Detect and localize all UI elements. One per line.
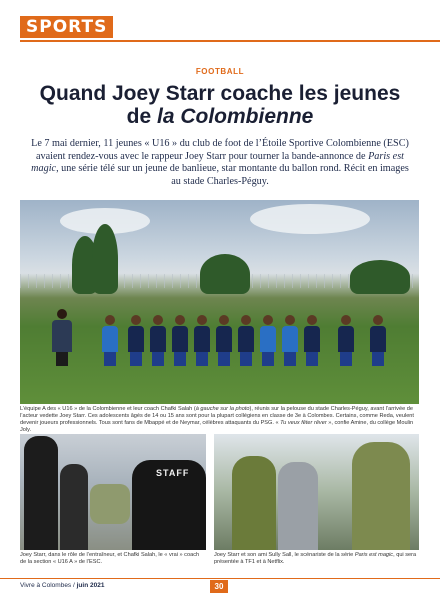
player-figure [172, 315, 188, 366]
caption-text: Joey Starr et son ami Sully Sall, le scénariste de la série [214, 552, 355, 558]
tree [92, 224, 118, 294]
player-figure [194, 315, 210, 366]
article-lead [26, 138, 414, 188]
person-figure [90, 484, 130, 524]
person-figure [278, 462, 318, 550]
footer-separator: / [71, 582, 77, 589]
caption-text: ), réunis sur la pelouse du stade Charles-Péguy, avant l’arrivée de l’acteur vedette Joey Starr. Ces adolescents âgés de 14 ou 15 ans sont pour la plupart collégiens en classe de 3e à Colombes. Certains, comme Reda, veulent devenir joueurs professionnels. Tous sont fans de Mbappé et de Neymar, célèbres attaquants du PSG. « [20, 406, 414, 426]
headline-line-2-em: la Colombienne [156, 105, 314, 128]
team-photo-caption [20, 406, 419, 434]
player-figure [238, 315, 254, 366]
caption-text: », confie Amine, du collège Moulin Joly. [20, 420, 414, 433]
team-photo [20, 200, 419, 404]
coach-photo-caption: Joey Starr, dans le rôle de l’entraîneur, et Chafki Salah, le « vrai » coach de la section « U16 A » de l’ESC. [20, 552, 200, 565]
person-figure [352, 442, 410, 550]
caption-emphasis: Tu veux fêter rêver [280, 420, 327, 426]
tree [350, 260, 410, 294]
player-figure [216, 315, 232, 366]
coach-figure [54, 309, 70, 366]
joey-starr-photo-caption [214, 552, 419, 566]
person-figure [232, 456, 276, 550]
player-figure [304, 315, 320, 366]
footer-issue: juin 2021 [76, 582, 105, 589]
lead-part-2: , une série télé sur un jeune de banlieue, star montante du ballon rond. Récit en images au stade Charles-Péguy. [56, 163, 409, 187]
page-number: 30 [210, 580, 228, 593]
cloud [250, 204, 370, 234]
section-rule [20, 40, 440, 42]
player-figure [128, 315, 144, 366]
footer-publication [20, 582, 104, 589]
section-header [0, 16, 440, 42]
person-figure [60, 464, 88, 550]
player-figure [260, 315, 276, 366]
player-figure [338, 315, 354, 366]
staff-shirt-text: STAFF [156, 468, 190, 478]
footer-rule [0, 578, 440, 579]
person-figure [24, 436, 58, 550]
tree [200, 254, 250, 294]
article-kicker: FOOTBALL [195, 67, 245, 76]
section-label: SPORTS [20, 16, 113, 38]
coach-photo [20, 434, 206, 550]
player-figure [370, 315, 386, 366]
lead-part-1: Le 7 mai dernier, 11 jeunes « U16 » du club de foot de l’Étoile Sportive Colombienne (ESC) avaient rendez-vous avec le rappeur Joey Starr pour tourner la bande-annonce de [31, 138, 409, 162]
article-headline [20, 82, 420, 128]
player-figure [150, 315, 166, 366]
player-figure [282, 315, 298, 366]
player-figure [102, 315, 118, 366]
footer-magazine: Vivre à Colombes [20, 582, 72, 589]
joey-starr-photo [214, 434, 419, 550]
caption-text: , qui sera présentée à TF1 et à Netflix. [214, 552, 417, 565]
caption-emphasis: Paris est magic [354, 552, 394, 558]
lead-series-title: Paris est magic [31, 150, 405, 175]
caption-emphasis: à gauche sur la photo [195, 406, 250, 412]
headline-line-1: Quand Joey Starr coache les jeunes [39, 82, 401, 105]
caption-text: L’équipe A des « U16 » de la Colombienne et leur coach Chafki Salah ( [20, 406, 196, 412]
headline-line-2-prefix: de [126, 105, 157, 128]
